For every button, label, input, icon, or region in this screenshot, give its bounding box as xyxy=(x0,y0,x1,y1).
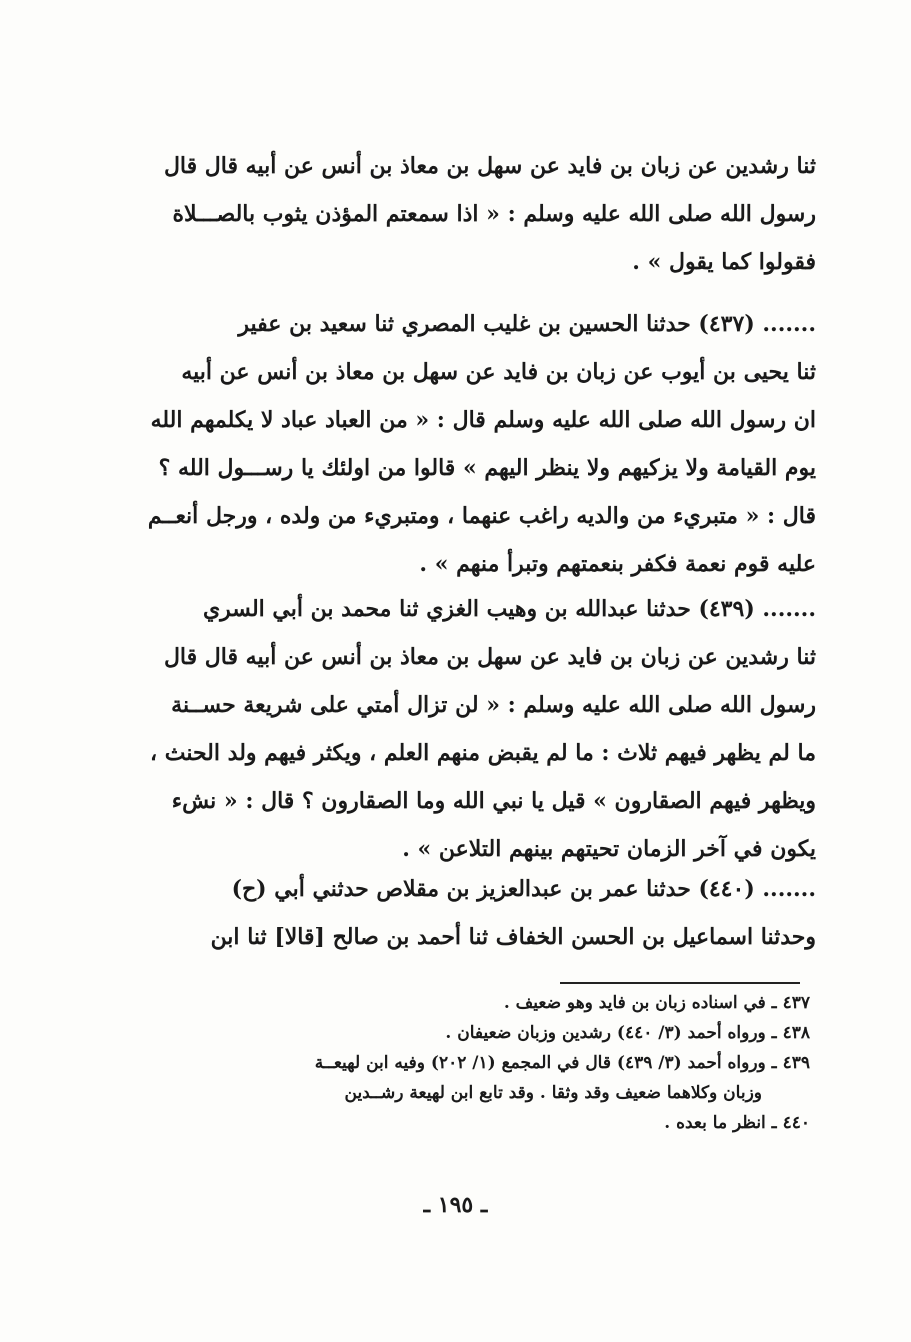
hadith-436-block xyxy=(100,142,816,286)
text-line: رسول الله صلى الله عليه وسلم : « لن تزال أمتي على شريعة حســنة xyxy=(171,692,816,718)
footnote-divider xyxy=(560,982,800,984)
footnote-line: ٤٣٩ ـ ورواه أحمد (٣/ ٤٣٩) قال في المجمع (١/ ٢٠٢) وفيه ابن لهيعــة xyxy=(314,1053,810,1073)
text-line: وحدثنا اسماعيل بن الحسن الخفاف ثنا أحمد بن صالح [قالا] ثنا ابن xyxy=(210,924,816,950)
footnote-line: ٤٤٠ ـ انظر ما بعده . xyxy=(664,1113,810,1133)
text-line: رسول الله صلى الله عليه وسلم : « اذا سمعتم المؤذن يثوب بالصـــلاة xyxy=(172,201,816,227)
footnote-line: وزبان وكلاهما ضعيف وقد وثقا . وقد تابع ابن لهيعة رشــدين xyxy=(344,1083,762,1103)
text-line: ان رسول الله صلى الله عليه وسلم قال : « من العباد عباد لا يكلمهم الله xyxy=(150,407,816,433)
text-line: ثنا يحيى بن أيوب عن زبان بن فايد عن سهل بن معاذ بن أنس عن أبيه xyxy=(181,359,816,385)
hadith-440-block xyxy=(100,865,816,961)
text-line: يكون في آخر الزمان تحيتهم بينهم التلاعن » . xyxy=(402,836,816,862)
footnote-line: ٤٣٨ ـ ورواه أحمد (٣/ ٤٤٠) رشدين وزبان ضعيفان . xyxy=(445,1023,810,1043)
hadith-437-block xyxy=(100,300,816,588)
text-line: ثنا رشدين عن زبان بن فايد عن سهل بن معاذ بن أنس عن أبيه قال قال xyxy=(163,644,816,670)
text-line: ويظهر فيهم الصقارون » قيل يا نبي الله وما الصقارون ؟ قال : « نشء xyxy=(171,788,816,814)
text-line: ....... (٤٤٠) حدثنا عمر بن عبدالعزيز بن مقلاص حدثني أبي (ح) xyxy=(231,876,816,902)
text-line: قال : « متبريء من والديه راغب عنهما ، ومتبريء من ولده ، ورجل أنعــم xyxy=(147,503,816,529)
text-line: ....... (٤٣٧) حدثنا الحسين بن غليب المصري ثنا سعيد بن عفير xyxy=(238,311,816,337)
text-line: يوم القيامة ولا يزكيهم ولا ينظر اليهم » قالوا من اولئك يا رســـول الله ؟ xyxy=(158,455,816,481)
text-line: ....... (٤٣٩) حدثنا عبدالله بن وهيب الغزي ثنا محمد بن أبي السري xyxy=(202,596,816,622)
footnote-line: ٤٣٧ ـ في اسناده زبان بن فايد وهو ضعيف . xyxy=(503,993,810,1013)
text-line: ثنا رشدين عن زبان بن فايد عن سهل بن معاذ بن أنس عن أبيه قال قال xyxy=(163,153,816,179)
text-line: ما لم يظهر فيهم ثلاث : ما لم يقبض منهم العلم ، ويكثر فيهم ولد الحنث ، xyxy=(149,740,816,766)
hadith-439-block xyxy=(100,585,816,873)
text-line: عليه قوم نعمة فكفر بنعمتهم وتبرأ منهم » . xyxy=(419,551,816,577)
page-number: ـ ١٩٥ ـ xyxy=(423,1192,488,1218)
footnotes xyxy=(95,988,810,1138)
text-line: فقولوا كما يقول » . xyxy=(632,249,816,275)
